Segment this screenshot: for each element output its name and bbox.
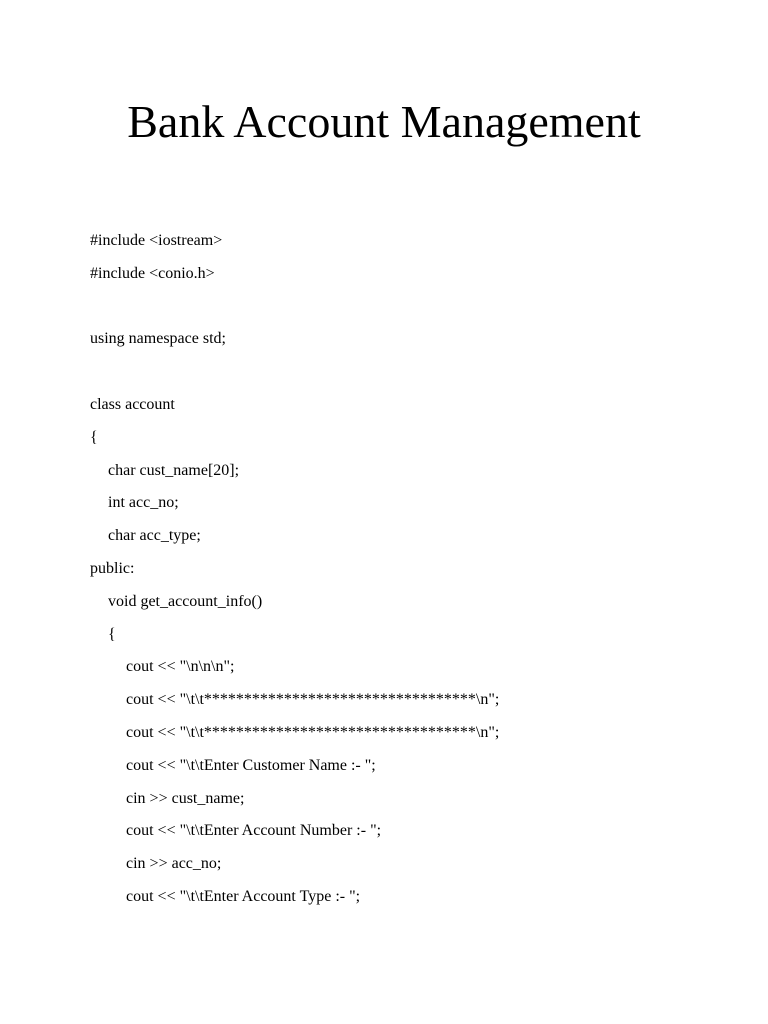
code-line: cout << "\t\tEnter Account Number :- ";	[126, 822, 382, 840]
code-line: using namespace std;	[90, 330, 226, 348]
code-line: void get_account_info()	[108, 592, 263, 610]
code-line: class account	[90, 395, 175, 413]
blank-line	[90, 359, 750, 392]
code-line: cin >> cust_name;	[126, 789, 245, 807]
document-title: Bank Account Management	[127, 96, 641, 147]
code-line: cout << "\t\tEnter Account Type :- ";	[126, 887, 361, 905]
code-line: char acc_type;	[108, 527, 201, 545]
code-line: cout << "\t\tEnter Customer Name :- ";	[126, 756, 376, 774]
code-line: char cust_name[20];	[108, 461, 240, 479]
code-line: public:	[90, 559, 135, 577]
code-line: {	[108, 625, 116, 643]
code-line: #include <conio.h>	[90, 264, 215, 282]
code-line: #include <iostream>	[90, 232, 223, 249]
code-line: cin >> acc_no;	[126, 855, 222, 873]
blank-line	[90, 294, 750, 327]
code-line: {	[90, 428, 98, 446]
code-line: cout << "\n\n\n";	[126, 658, 235, 676]
code-line: cout << "\t\t**********************************\n";	[126, 723, 500, 741]
code-line: int acc_no;	[108, 494, 179, 512]
code-block	[90, 228, 750, 917]
code-line: cout << "\t\t**********************************\n";	[126, 691, 500, 709]
